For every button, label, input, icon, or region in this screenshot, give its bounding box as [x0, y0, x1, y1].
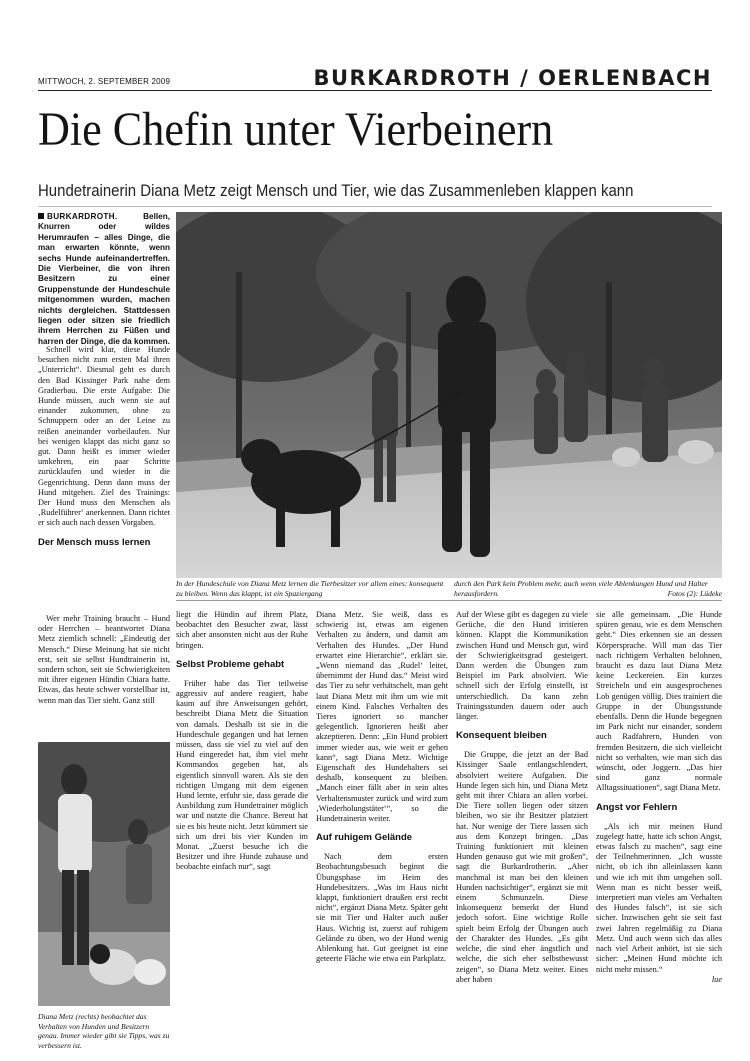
- column-1-bottom: [38, 614, 170, 706]
- header-rule: [38, 90, 712, 91]
- author-signature: lue: [711, 974, 722, 984]
- subheading: Auf ruhigem Gelände: [316, 832, 413, 844]
- park-dog-training-photo: [176, 212, 722, 578]
- paragraph: Schnell wird klar, diese Hunde besuchen nicht zum ersten Mal ihren „Unterricht“. Diesmal geht es durch den Bad Kissinger Park nahe dem Gradierbau. Die erste Aufgabe: Die Hunde müssen, auch wenn sie auf einander zukommen, ohne zu Schnuppern oder an der Leine zu reißen aneinander vorbeilaufen. Nur bei wenigen klappt das nicht ganz so gut. Dann heißt es immer wieder umkehren, ein paar Schritte zurücklaufen und wieder in die Gegenrichtung. Denn dann muss der Hund mitgehen. Ziel des Trainings: Der Hund muss den Menschen als ‚Rudelführer‘ anerkennen. Dann richtet er sich auch nach dessen Vorgaben.: [38, 345, 170, 528]
- caption-rule: [176, 600, 722, 601]
- paragraph: Diana Metz. Sie weiß, dass es schwierig ist, etwas am eigenen Verhalten zu ändern, und damit am Verhalten des Hundes. „Der Hund erwartet eine Hierarchie“, erklärt sie. „Wenn niemand das ‚Rudel‘ leitet, übernimmt der Hund das.“ Meist wird das Tier zu sehr verhätschelt, man geht laut Diana Metz mit ihm um wie mit einem Kind. Falsches Verhalten des Tieres ignoriert so mancher gelegentlich. Ignorieren heißt aber akzeptieren. Denn: „Ein Hund probiert immer wieder aus, wie weit er gehen kann“, sagt Diana Metz. Wichtige Eigenschaft des Hundehalters sei deshalb, konsequent zu bleiben. „Manch einer fällt aber in sein altes Verhaltensmuster zurück und wird zum ‚Wiederholungstäter‘“, so die Hundetrainerin weiter.: [316, 610, 448, 824]
- paragraph: Früher habe das Tier teilweise aggressiv auf andere reagiert, habe kaum auf ihre Anweisungen gehört, beschreibt Diana Metz die Situation von damals. Deshalb ist sie in die Hundeschule gegangen und hat lernen müssen, dass sie viel zu viel auf den Hund eingeredet hat, ihm viel mehr Kommandos gegeben hat, als eigentlich sinnvoll waren. Als sie den richtigen Umgang mit dem eigenen Hund lernte, erfuhr sie, dass gerade die Ausbildung zum Hundetrainer möglich war und nutzte die Chance. Bereut hat sie es bis heute nicht. Jetzt kümmert sie sich um drei bis vier Kunden im Monat. „Zuerst besuche ich die Besitzer und ihre Hunde zuhause und beobachte einfach nur“, sagt: [176, 678, 308, 872]
- column-4: [456, 610, 588, 985]
- column-5: [596, 610, 722, 985]
- column-1-top: [38, 345, 170, 557]
- dateline: BURKARDROTH.: [47, 212, 118, 221]
- subheading: Selbst Probleme gehabt: [176, 658, 285, 670]
- small-photo: [38, 742, 170, 1006]
- paragraph: Wer mehr Training braucht – Hund oder Herrchen – beantwortet Diana Metz ziemlich schnell: „Eindeutig der Mensch.“ Diese Meinung hat sie nicht erst, seit sie selbst Hundtrainerin ist, sondern schon, seit sie Schwierigkeiten mit ihrer eigenen Hündin Chiara hatte. Etwas, das heute schwer vorstellbar ist, wenn man das Tier sieht. Ganz still: [38, 614, 170, 705]
- subheading: Angst vor Fehlern: [596, 801, 678, 813]
- photo-credit: Fotos (2): Lüdeke: [667, 588, 722, 598]
- section-title: BURKARDROTH / OERLENBACH: [313, 66, 712, 90]
- trainer-with-dogs-photo: [38, 742, 170, 1006]
- paragraph: „Als ich mir meinen Hund zugelegt hatte, hatte ich schon Angst, etwas falsch zu machen“, sagt eine der Teilnehmerinnen. „Ich wusste nicht, ob ich ihn alleinlassen kann und wie ich mit ihm umgehen soll. Wenn man es nicht besser weiß, interpretiert man vieles am Verhalten des Hundes falsch“, ist sie sich sicher. Inzwischen geht sie seit fast zwei Jahren regelmäßig zu Diana Metz. Und auch wenn sich das alles nach viel Arbeit anhört, ist sie sich sicher: „Meinen Hund möchte ich nicht mehr missen.“: [596, 821, 722, 974]
- lead-text: Bellen, Knurren oder wildes Herumraufen – alles Dinge, die man erwarten könnte, wenn sechs Hunde aufeinandertreffen. Die Vierbeiner, die von ihren Besitzern zu einer Gruppenstunde der Hundeschule mitgenommen wurden, machen nichts dergleichen. Stattdessen liegen oder sitzen sie friedlich ihrem Herrchen zu Füßen und harren der Dinge, die da kommen.: [38, 212, 170, 346]
- lead-paragraph: [38, 212, 170, 347]
- column-2: [176, 610, 308, 873]
- small-photo-caption: Diana Metz (rechts) beobachtet das Verhalten von Hunden und Besitzern genau. Immer wieder gibt sie Tipps, was zu verbessern ist.: [38, 1012, 170, 1050]
- issue-date: MITTWOCH, 2. SEPTEMBER 2009: [38, 77, 171, 86]
- subheadline: Hundetrainerin Diana Metz zeigt Mensch und Tier, wie das Zusammenleben klappen kann: [38, 181, 634, 200]
- paragraph: Die Gruppe, die jetzt an der Bad Kissinger Saale entlangschlendert, absolviert weitere Aufgaben. Die Hunde legen sich hin, und Diana Metz geht mit ihrer Chiara an allen vorbei. Die Tiere sollen liegen oder sitzen bleiben, wo sie ihr Besitzer platziert hat. Nur wenige der Tiere lassen sich aus dem Konzept bringen. „Das Training funktioniert mit kleinen Hunden genauso gut wie mit großen“, sagt die Burkardrotherin. „Aber manchmal ist man bei den kleinen Hunden nachsichtiger“, ergänzt sie mit einem Schmunzeln. Diese Inkonsequenz bemerkt der Hund jedoch sofort. Eine wichtige Rolle spielt beim Erfolg der Übungen auch der Charakter des Hundes. „Es gibt welche, die sind eher ängstlich und welche, die sich eher selbstbewusst zeigen“, so Diana Metz weiter. Eines aber haben: [456, 750, 588, 984]
- column-3: [316, 610, 448, 965]
- paragraph: sie alle gemeinsam. „Die Hunde spüren genau, wie es dem Menschen geht.“ Dies erkennen sie an dessen Körpersprache. Will man das Tier nach richtigem Verhalten belohnen, braucht es dazu laut Diana Metz keine Leckereien. Ein kurzes Streicheln und ein ausgesprochenes Lob genügen völlig. Dies trainiert die Gruppe in der Übungsstunde ebenfalls. Denn die Hunde begegnen im Park nicht nur einander, sondern auch Radfahrern, Hunden von fremden Besitzern, die sich vielleicht nicht so verhalten, wie man sich das wünscht, oder Joggern. „Das hier sind ganz normale Alltagssituationen“, sagt Diana Metz.: [596, 610, 722, 793]
- main-photo: [176, 212, 722, 578]
- paragraph: Nach dem ersten Beobachtungsbesuch beginnt die Übungsphase im Heim des Hundebesitzers. „Was im Haus nicht klappt, funktioniert draußen erst recht nicht“, ergänzt Diana Metz. Später geht sie mit Tier und Halter auch außer Haus. Wichtig ist, zuerst auf ruhigem Gelände zu üben, wo der Hund wenig Ablenkung hat. Gut geeignet ist eine geteerte Fläche wie etwa ein Parkplatz.: [316, 852, 448, 964]
- subheading: Konsequent bleiben: [456, 730, 547, 742]
- subheadline-rule: [38, 206, 712, 207]
- headline: Die Chefin unter Vierbeinern: [38, 103, 554, 156]
- caption-right: durch den Park kein Problem mehr, auch wenn viele Ablenkungen Hund und Halter herausfordern.: [454, 579, 708, 598]
- main-photo-caption: [176, 579, 722, 598]
- paragraph: liegt die Hündin auf ihrem Platz, beobachtet den Besucher zwar, lässt sich aber ansonsten nicht aus der Ruhe bringen.: [176, 610, 308, 650]
- subheading: Der Mensch muss lernen: [38, 536, 151, 548]
- paragraph: Auf der Wiese gibt es dagegen zu viele Gerüche, die den Hund irritieren können. Klappt die Kommunikation zwischen Hund und Mensch gut, wird der Schwierigkeitsgrad gesteigert. Dann werden die Übungen zum Beispiel im Park absolviert. Wie schnell sich der Erfolg einstellt, ist unterschiedlich. Da kann zehn Trainingsstunden dauern oder auch länger.: [456, 610, 588, 722]
- bullet-square-icon: [38, 213, 44, 219]
- caption-left: In der Hundeschule von Diana Metz lernen die Tierbesitzer vor allem eines: konsequent zu bleiben. Wenn das klappt, ist ein Spaziergang: [176, 579, 444, 598]
